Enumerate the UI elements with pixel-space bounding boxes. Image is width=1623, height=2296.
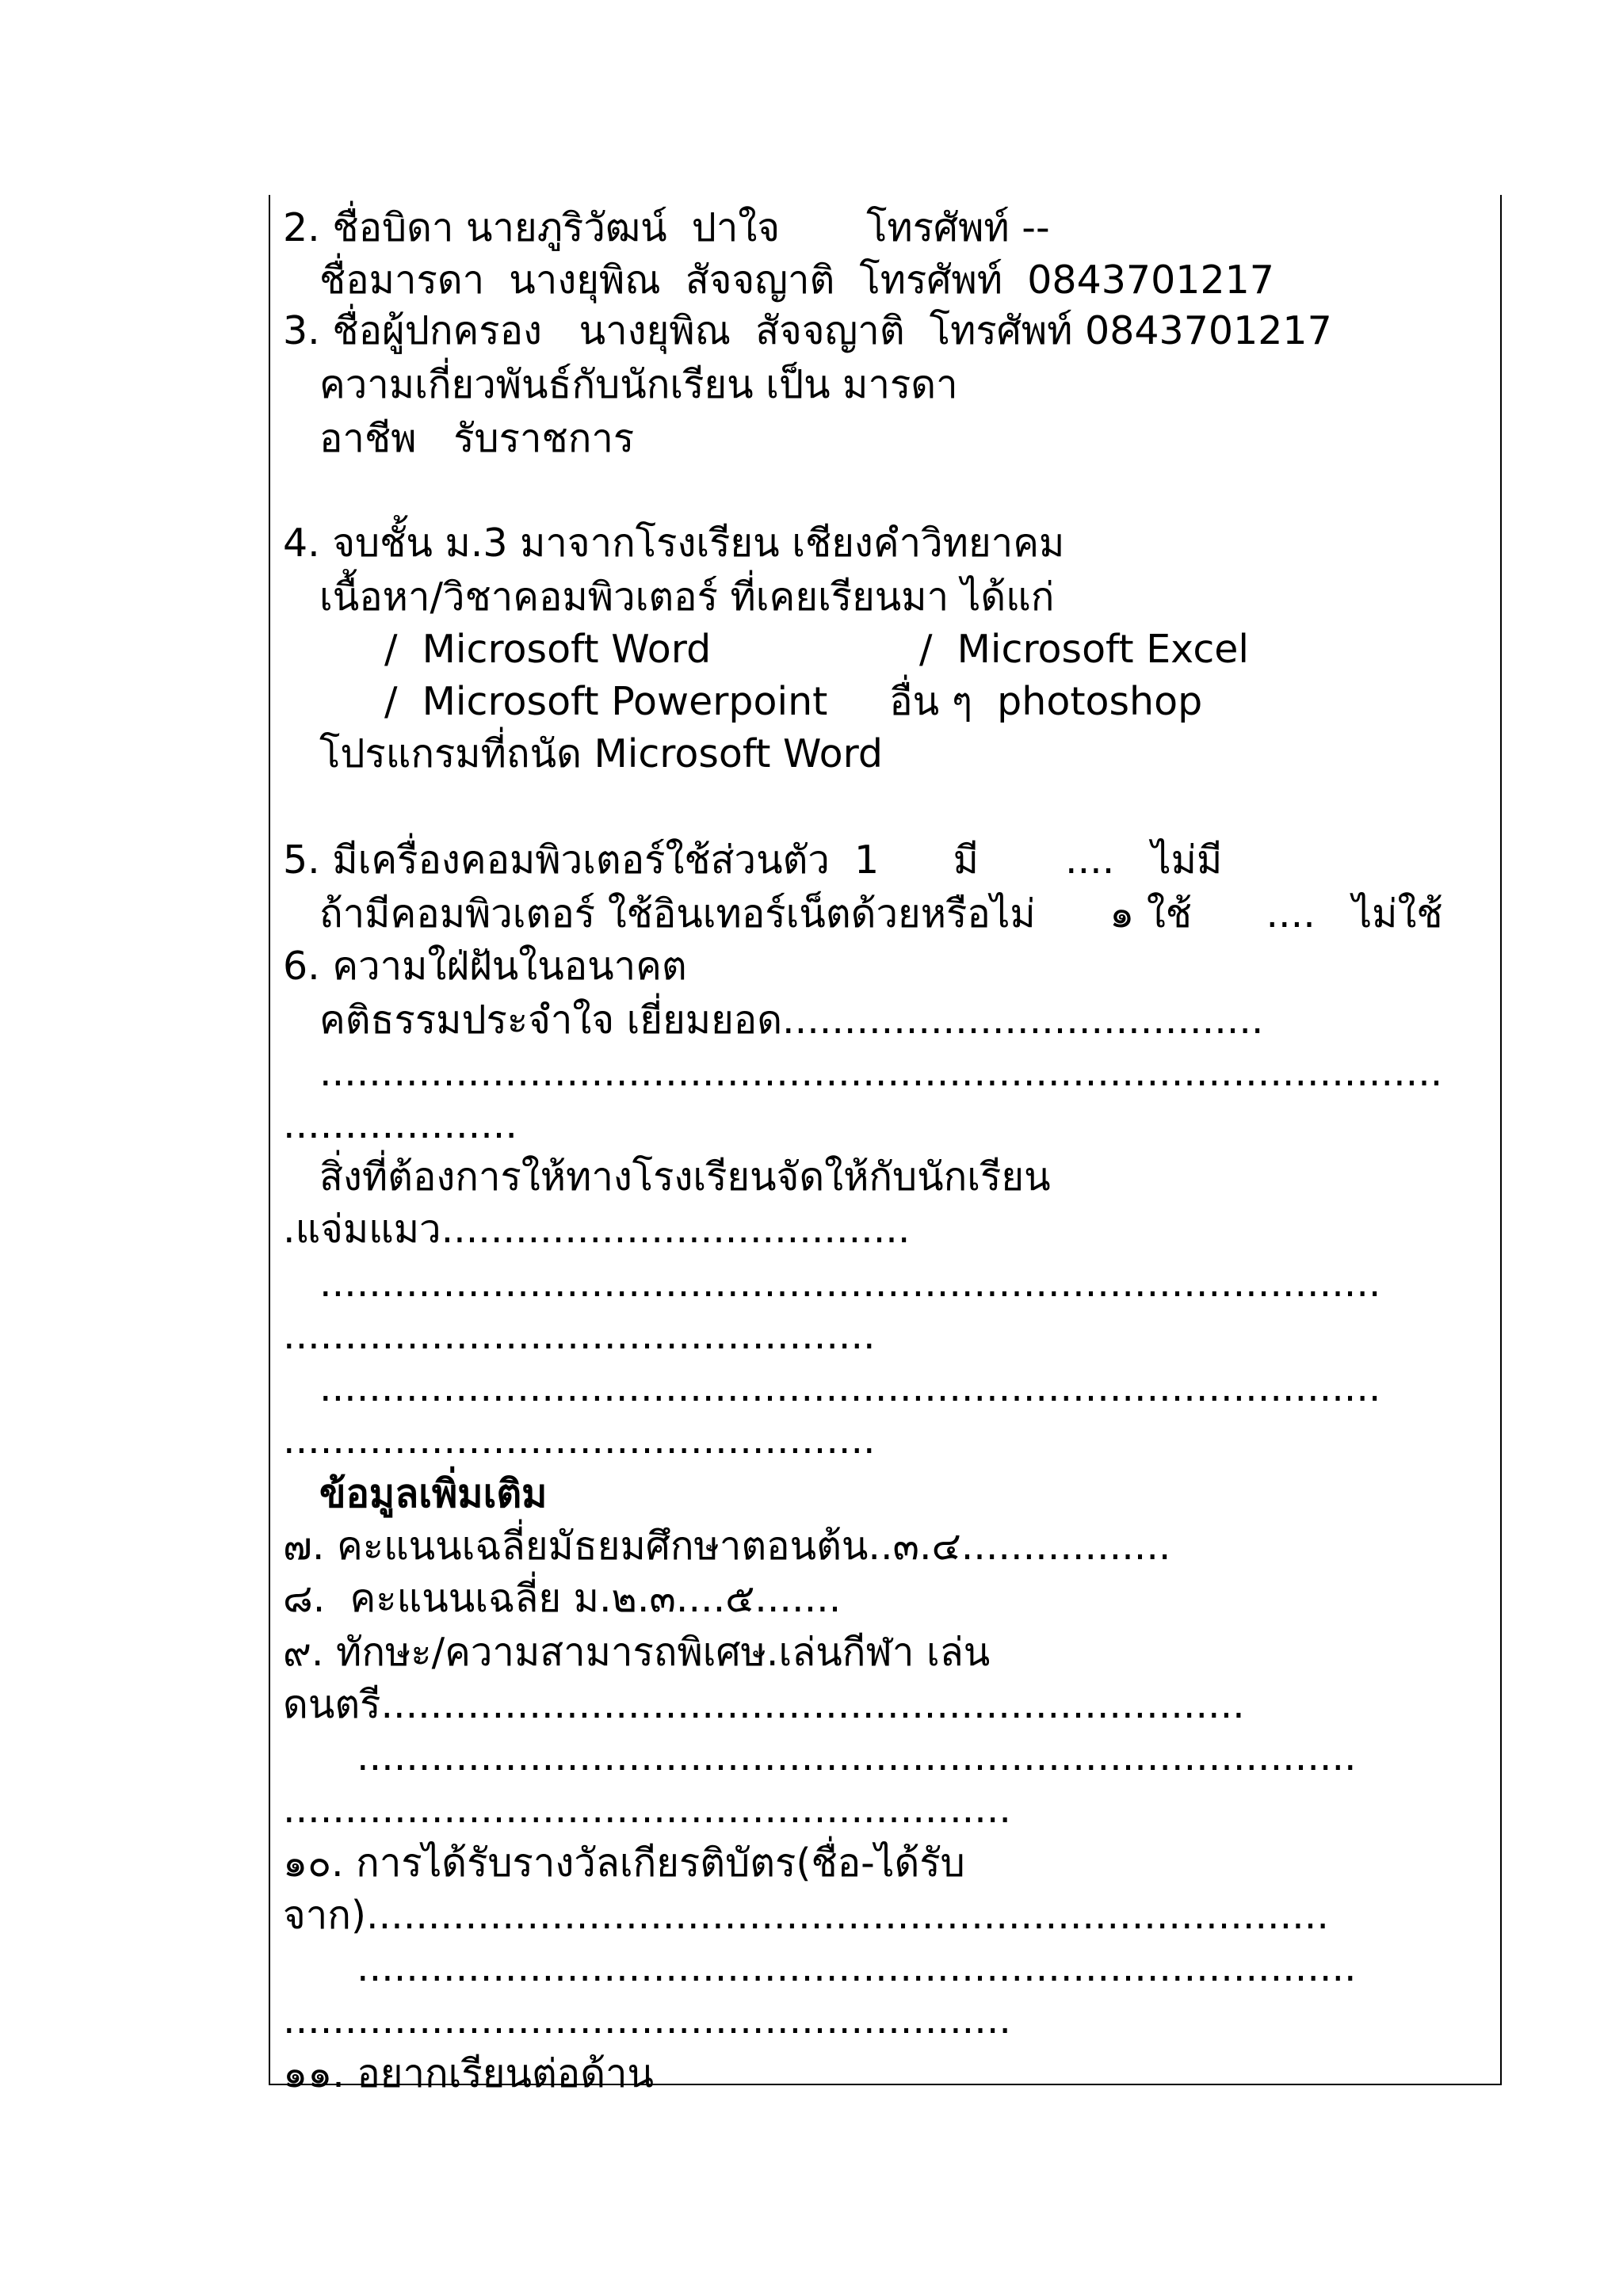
- preferred-program-line: โปรแกรมที่ถนัด Microsoft Word: [319, 731, 883, 776]
- school-line: 4. จบชั้น ม.3 มาจากโรงเรียน เชียงคำวิทยาคม: [283, 521, 1065, 566]
- school-wish-answer: .แจ่มแมว......................................: [283, 1207, 911, 1252]
- dotted-line: ...........................................................: [283, 1997, 1011, 2042]
- relationship-line: ความเกี่ยวพันธ์กับนักเรียน เป็น มารดา: [319, 362, 958, 407]
- dotted-line: ...........................................................................................: [319, 1050, 1443, 1095]
- skills-continued-line: ดนตรี......................................................................: [283, 1682, 1245, 1727]
- dotted-line: ...................: [283, 1102, 517, 1147]
- further-study-line: ๑๑. อยากเรียนต่อด้าน: [283, 2051, 655, 2096]
- dotted-line: ................................................: [283, 1417, 876, 1463]
- gpa-lower-secondary-line: ๗. คะแนนเฉลี่ยมัธยมศึกษาตอนต้น..๓.๔.................: [283, 1524, 1171, 1569]
- subject-word: / Microsoft Word: [384, 627, 712, 672]
- skills-line: ๙. ทักษะ/ความสามารถพิเศษ.เล่นกีฬา เล่น: [283, 1630, 991, 1675]
- dotted-line: ......................................................................................: [319, 1365, 1381, 1410]
- dotted-line: .................................................................................: [357, 1945, 1357, 1990]
- internet-line: ถ้ามีคอมพิวเตอร์ ใช้อินเทอร์เน็ตด้วยหรือไม่ ๑ ใช้ .... ไม่ใช้: [319, 891, 1443, 936]
- motto-line: คติธรรมประจำใจ เยี่ยมยอด.......................................: [319, 997, 1264, 1043]
- subject-powerpoint: / Microsoft Powerpoint อื่น ๆ photoshop: [384, 679, 1203, 724]
- dotted-line: ......................................................................................: [319, 1261, 1381, 1306]
- school-wish-line: สิ่งที่ต้องการให้ทางโรงเรียนจัดให้กับนักเรียน: [319, 1154, 1051, 1199]
- gpa-m2-line: ๘. คะแนนเฉลี่ย ม.๒.๓....๕.......: [283, 1576, 842, 1621]
- dotted-line: ...........................................................: [283, 1787, 1011, 1832]
- guardian-line: 3. ชื่อผู้ปกครอง นางยุพิณ สัจจญาติ โทรศัพท์ 0843701217: [283, 308, 1332, 353]
- computer-subjects-line: เนื้อหา/วิชาคอมพิวเตอร์ ที่เคยเรียนมา ได้แก่: [319, 574, 1055, 620]
- own-computer-line: 5. มีเครื่องคอมพิวเตอร์ใช้ส่วนตัว 1 มี .... ไม่มี: [283, 837, 1223, 883]
- mother-line: ชื่อมารดา นางยุพิณ สัจจญาติ โทรศัพท์ 0843701217: [319, 257, 1274, 303]
- awards-continued-line: จาก)..............................................................................: [283, 1893, 1329, 1938]
- awards-line: ๑๐. การได้รับรางวัลเกียรติบัตร(ชื่อ-ได้รับ: [283, 1840, 965, 1886]
- dotted-line: .................................................................................: [357, 1734, 1357, 1779]
- occupation-line: อาชีพ รับราชการ: [319, 416, 635, 461]
- subject-excel: / Microsoft Excel: [919, 627, 1250, 672]
- dream-heading: 6. ความใฝ่ฝันในอนาคต: [283, 944, 687, 989]
- additional-info-heading: ข้อมูลเพิ่มเติม: [319, 1471, 548, 1516]
- father-line: 2. ชื่อบิดา นายภูริวัฒน์ ปาใจ โทรศัพท์ --: [283, 205, 1050, 250]
- dotted-line: ................................................: [283, 1313, 876, 1358]
